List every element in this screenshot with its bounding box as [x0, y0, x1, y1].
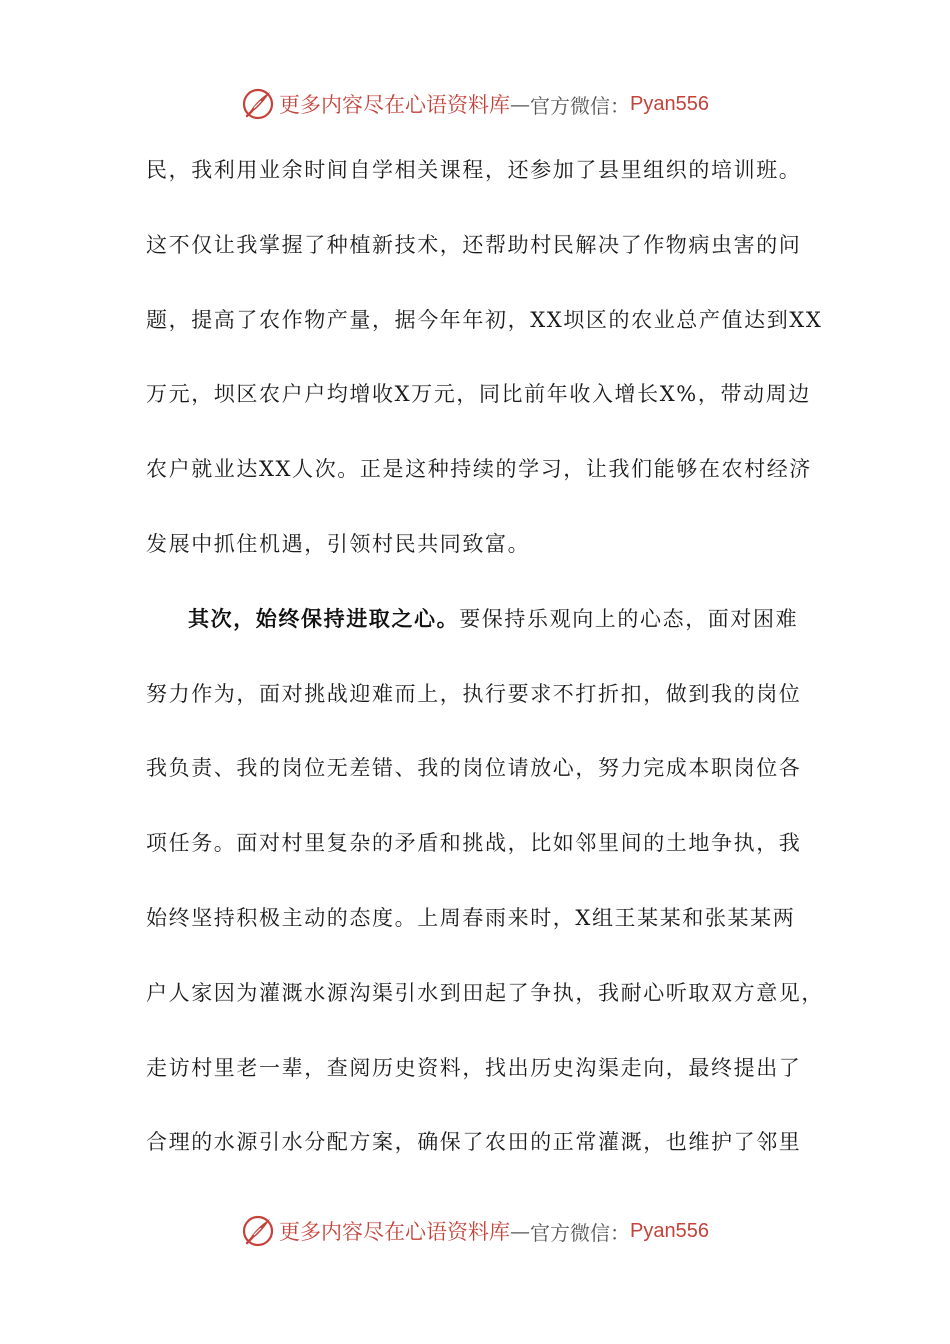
- text-line: 万元，坝区农户户均增收X万元，同比前年收入增长X%，带动周边: [146, 382, 811, 407]
- text-line: 这不仅让我掌握了种植新技术，还帮助村民解决了作物病虫害的问: [146, 232, 802, 257]
- body-text: [146, 150, 824, 1197]
- quill-pen-logo-icon: [241, 1214, 275, 1248]
- banner-site-name: 更多内容尽在心语资料库: [279, 1220, 511, 1244]
- text-line: 题，提高了农作物产量，据今年年初，XX坝区的农业总产值达到XX: [146, 307, 823, 332]
- text-line: 农户就业达XX人次。正是这种持续的学习，让我们能够在农村经济: [146, 457, 812, 482]
- banner-dash: —: [510, 1219, 531, 1243]
- text-line: 走访村里老一辈，查阅历史资料，找出历史沟渠走向，最终提出了: [146, 1055, 802, 1080]
- text-line: 合理的水源引水分配方案，确保了农田的正常灌溉，也维护了邻里: [146, 1130, 802, 1155]
- banner-dash: —: [510, 92, 531, 116]
- banner-site-name: 更多内容尽在心语资料库: [279, 93, 511, 117]
- paragraph-heading: 其次，始终保持进取之心。: [188, 605, 460, 631]
- paragraph-lead-line: [146, 599, 816, 674]
- text-line: 发展中抓住机遇，引领村民共同致富。: [146, 531, 531, 556]
- paragraph-lead-text: 要保持乐观向上的心态，面对困难: [459, 606, 799, 631]
- banner-wechat-id: Pyan556: [630, 92, 709, 115]
- banner-wechat-label: 官方微信：: [530, 93, 631, 118]
- text-line: 户人家因为灌溉水源沟渠引水到田起了争执，我耐心听取双方意见，: [146, 980, 824, 1005]
- header-banner: [0, 84, 950, 124]
- footer-banner: [0, 1211, 950, 1251]
- quill-pen-logo-icon: [241, 87, 275, 121]
- banner-wechat-id: Pyan556: [630, 1219, 709, 1242]
- banner-wechat-label: 官方微信：: [530, 1220, 631, 1245]
- text-line: 民，我利用业余时间自学相关课程，还参加了县里组织的培训班。: [146, 158, 802, 182]
- text-line: 始终坚持积极主动的态度。上周春雨来时，X组王某某和张某某两: [146, 905, 796, 930]
- text-line: 项任务。面对村里复杂的矛盾和挑战，比如邻里间的土地争执，我: [146, 831, 802, 856]
- text-line: 努力作为，面对挑战迎难而上，执行要求不打折扣，做到我的岗位: [146, 681, 802, 706]
- text-line: 我负责、我的岗位无差错、我的岗位请放心，努力完成本职岗位各: [146, 756, 802, 781]
